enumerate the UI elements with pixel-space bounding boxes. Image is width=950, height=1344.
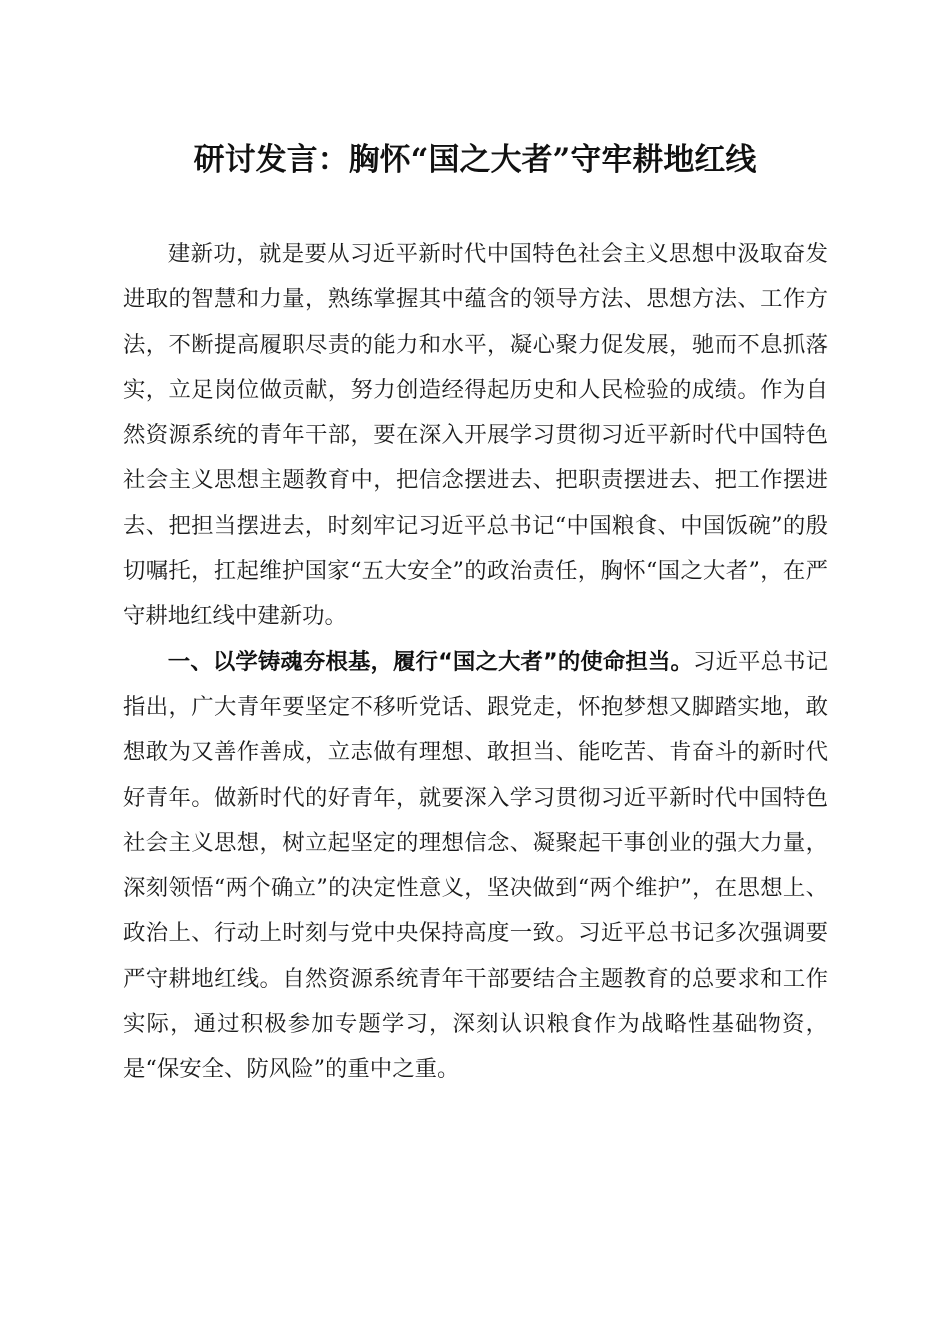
- section-1-heading: 一、以学铸魂夯根基，履行“国之大者”的使命担当。: [167, 648, 693, 675]
- document-body: [123, 232, 828, 1093]
- paragraph-section-1: [123, 640, 828, 1093]
- document-title: 研讨发言：胸怀“国之大者”守牢耕地红线: [193, 142, 757, 178]
- paragraph-intro-text: 建新功，就是要从习近平新时代中国特色社会主义思想中汲取奋发进取的智慧和力量，熟练掌握其中蕴含的领导方法、思想方法、工作方法，不断提高履职尽责的能力和水平，凝心聚力促发展，驰而不息抓落实，立足岗位做贡献，努力创造经得起历史和人民检验的成绩。作为自然资源系统的青年干部，要在深入开展学习贯彻习近平新时代中国特色社会主义思想主题教育中，把信念摆进去、把职责摆进去、把工作摆进去、把担当摆进去，时刻牢记习近平总书记“中国粮食、中国饭碗”的殷切嘱托，扛起维护国家“五大安全”的政治责任，胸怀“国之大者”，在严守耕地红线中建新功。: [123, 241, 828, 630]
- section-1-text: 习近平总书记指出，广大青年要坚定不移听党话、跟党走，怀抱梦想又脚踏实地，敢想敢为又善作善成，立志做有理想、敢担当、能吃苦、肯奋斗的新时代好青年。做新时代的好青年，就要深入学习贯彻习近平新时代中国特色社会主义思想，树立起坚定的理想信念、凝聚起干事创业的强大力量，深刻领悟“两个确立”的决定性意义，坚决做到“两个维护”，在思想上、政治上、行动上时刻与党中央保持高度一致。习近平总书记多次强调要严守耕地红线。自然资源系统青年干部要结合主题教育的总要求和工作实际，通过积极参加专题学习，深刻认识粮食作为战略性基础物资，是“保安全、防风险”的重中之重。: [123, 648, 829, 1083]
- paragraph-intro: [123, 232, 828, 640]
